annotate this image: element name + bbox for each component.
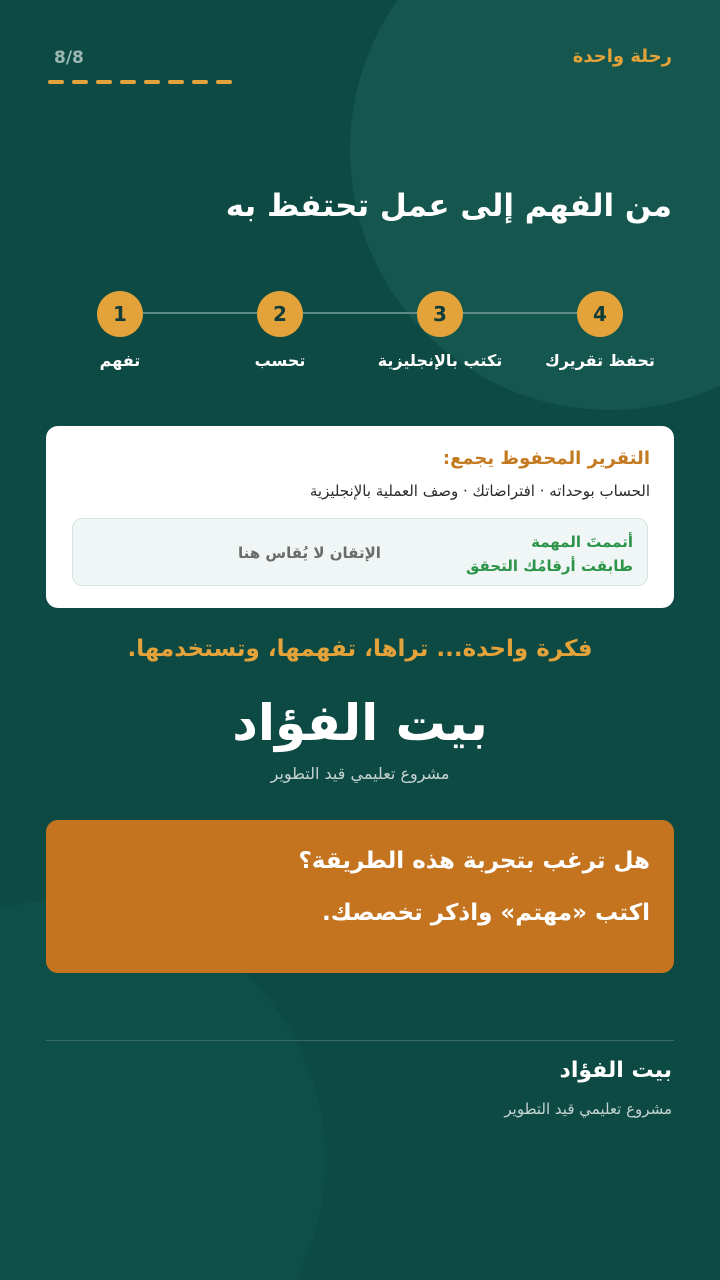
completion-status [466,530,633,578]
progress-dash [216,80,232,84]
step-number: 1 [97,291,143,337]
page-title: من الفهم إلى عمل تحتفظ به [225,188,672,224]
step-label: تحفظ تقريرك [545,351,655,370]
progress-dash [168,80,184,84]
report-card-title: التقرير المحفوظ يجمع: [442,448,650,469]
progress-dash [96,80,112,84]
progress-dash [72,80,88,84]
progress-dashes [48,80,232,85]
step-save-report [500,291,700,370]
cta-instruction: اكتب «مهتم» واذكر تخصصك. [322,900,650,926]
progress-dash [144,80,160,84]
cta-banner [46,820,674,973]
footer-title: بيت الفؤاد [559,1058,672,1083]
progress-counter: 8/8 [54,48,84,68]
step-label: تفهم [99,351,141,370]
logo-title: بيت الفؤاد [232,694,488,752]
progress-dash [192,80,208,84]
report-card [46,426,674,608]
cta-question: هل ترغب بتجربة هذه الطريقة؟ [298,848,650,874]
step-number: 4 [577,291,623,337]
tagline: فكرة واحدة... تراها، تفهمها، وتستخدمها. [127,636,593,662]
report-card-items: الحساب بوحداته · افتراضاتك · وصف العملية بالإنجليزية [309,482,650,500]
status-numbers-match: طابقت أرقامُك التحقق [465,557,633,575]
step-number: 2 [257,291,303,337]
progress-dash [120,80,136,84]
status-box [72,518,648,586]
status-task-done: أتممتَ المهمة [531,533,633,551]
footer-subtitle: مشروع تعليمي قيد التطوير [504,1100,672,1118]
divider [46,1040,674,1041]
brand-label: رحلة واحدة [572,46,672,67]
progress-dash [48,80,64,84]
step-label: تكتب بالإنجليزية [377,351,503,370]
step-number: 3 [417,291,463,337]
logo-subtitle: مشروع تعليمي قيد التطوير [270,764,450,783]
step-label: تحسب [254,351,306,370]
mastery-note: الإتقان لا يُقاس هنا [238,544,381,562]
